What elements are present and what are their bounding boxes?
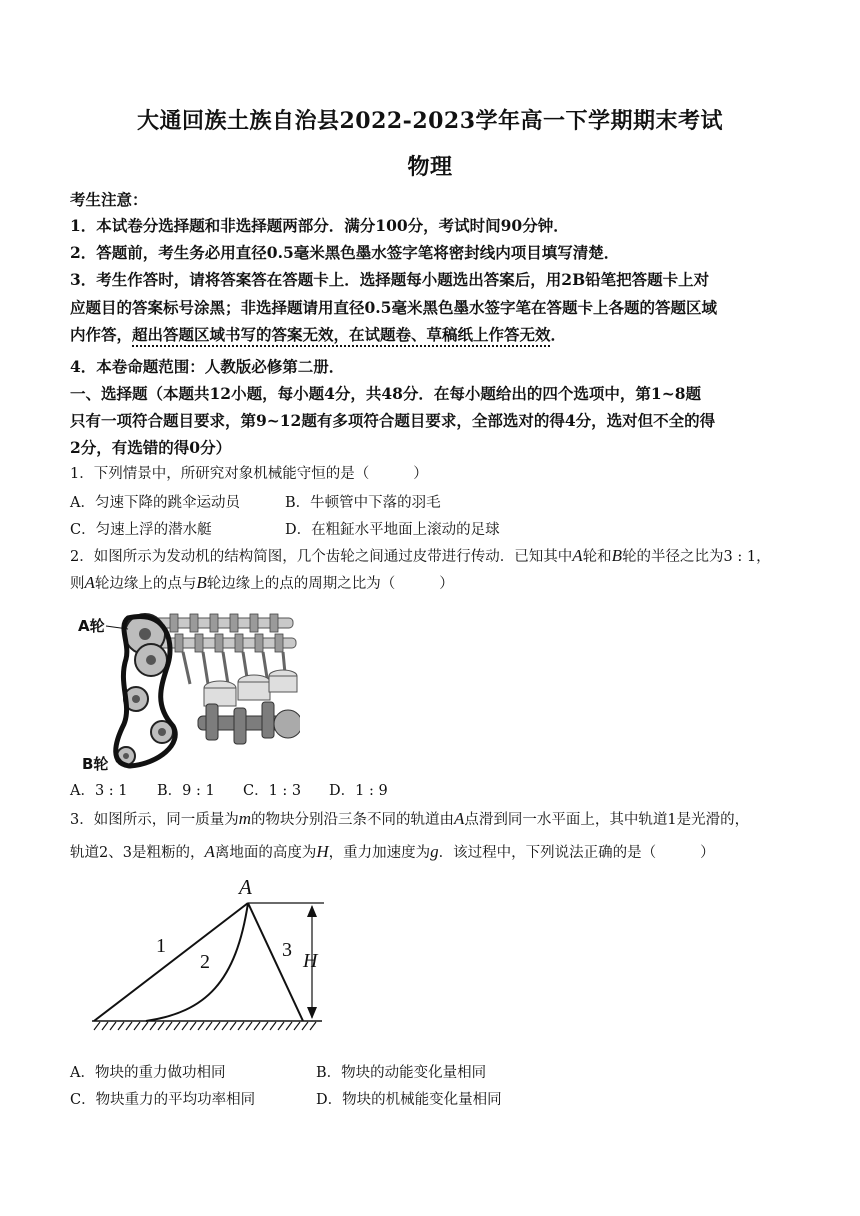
q2-stem-line-1 [70,546,795,567]
q2-stem-line-2 [70,573,795,594]
notice-item-2: 2．答题前，考生务必用直径0.5毫米黑色墨水签字笔将密封线内项目填写清楚． [70,243,620,262]
q2-var-b: B [611,546,623,565]
q1-option-d: D．在粗鉦水平地面上滚动的足球 [285,522,500,538]
q3-var-a: A [454,809,465,828]
q3-text: ，重力加速度为 [328,845,431,861]
q1-option-b: B．牛顿管中下落的羽毛 [285,495,441,511]
q2-text: 2．如图所示为发动机的结构简图，几个齿轮之间通过皮带进行传动．已知其中 [70,549,573,565]
track-diagram [86,872,336,1032]
q1-option-a: A．匀速下降的跳伞运动员 [70,495,240,511]
q2-text: 则 [70,576,85,592]
q3-stem-line-2 [70,842,795,863]
notice-item-3-cont: 应题目的答案标号涂黑；非选择题请用直径0.5毫米黑色墨水签字笔在答题卡上各题的答题区域 [70,298,717,317]
track-3-label: 3 [282,939,292,961]
q2-text: 轮边缘上的点与 [94,576,197,592]
q2-option-b: B．9 : 1 [157,783,215,799]
section-heading-line-3: 2分，有选错的得0分） [70,438,232,457]
q3-option-d: D．物块的机械能变化量相同 [316,1092,502,1108]
q3-var-h: H [316,842,329,861]
q2-var-a: A [572,546,583,565]
q2-text: 轮的半径之比为3 : 1， [622,549,771,565]
engine-figure [78,604,300,774]
notice-item-4: 4．本卷命题范围：人教版必修第二册． [70,357,345,376]
q3-option-b: B．物块的动能变化量相同 [316,1065,487,1081]
q3-option-c: C．物块重力的平均功率相同 [70,1092,256,1108]
q3-text: 3．如图所示，同一质量为 [70,812,239,828]
q2-text: 轮边缘上的点的周期之比为（ [206,576,396,592]
notice-text: ． [550,325,567,344]
q2-var-a: A [84,573,95,592]
gear-a-label: A轮 [78,617,105,635]
q2-text: 轮和 [582,549,612,565]
q3-var-g: g [430,842,439,861]
q3-var-a: A [204,842,215,861]
q3-text: ．该过程中，下列说法正确的是（ [438,845,657,861]
q3-paren-close: ） [700,845,715,861]
section-heading-line-1: 一、选择题（本题共12小题，每小题4分，共48分．在每小题给出的四个选项中，第1~8题 [70,384,701,403]
q1-stem [70,464,795,484]
gear-b-label: B轮 [82,755,109,773]
notice-item-3: 3．考生作答时，请将答案答在答题卡上．选择题每小题选出答案后，用2B铅笔把答题卡上对 [70,270,710,289]
section-heading-line-2: 只有一项符合题目要求，第9~12题有多项符合题目要求，全部选对的得4分，选对但不全的得 [70,411,716,430]
point-a-label: A [239,875,252,899]
q3-var-m: m [238,809,252,828]
q3-text: 轨道2、3是粗粝的， [70,845,205,861]
q1-stem-text: 1．下列情景中，所研究对象机械能守恒的是（ [70,466,370,482]
q2-var-b: B [196,573,207,592]
q2-option-a: A．3 : 1 [70,783,128,799]
q2-option-d: D．1 : 9 [329,783,388,799]
track-2-label: 2 [200,951,210,973]
q1-paren-close: ） [413,466,428,482]
q1-option-c: C．匀速上浮的潜水艇 [70,522,212,538]
height-h-label: H [303,950,318,972]
q3-text: 的物块分别沿三条不同的轨道由 [251,812,455,828]
notice-item-1: 1．本试卷分选择题和非选择题两部分．满分100分，考试时间90分钟． [70,216,569,235]
notice-item-3-end [70,325,795,345]
exam-subject: 物理 [407,154,453,180]
q3-text: 离地面的高度为 [214,845,317,861]
track-figure [86,872,336,1032]
notice-text: 内作答， [70,325,133,344]
emphasis-dotted-text: 超出答题区域书写的答案无效，在试题卷、草稿纸上作答无效 [132,325,551,344]
track-1-label: 1 [156,935,166,957]
exam-title: 大通回族土族自治县2022-2023学年高一下学期期末考试 [136,108,724,134]
notice-heading: 考生注意： [70,190,148,209]
engine-illustration [78,604,300,774]
q3-text: 点滑到同一水平面上，其中轨道1是光滑的， [464,812,750,828]
q3-stem-line-1 [70,809,795,830]
q2-paren-close: ） [439,576,454,592]
q3-option-a: A．物块的重力做功相同 [70,1065,226,1081]
q2-option-c: C．1 : 3 [243,783,302,799]
